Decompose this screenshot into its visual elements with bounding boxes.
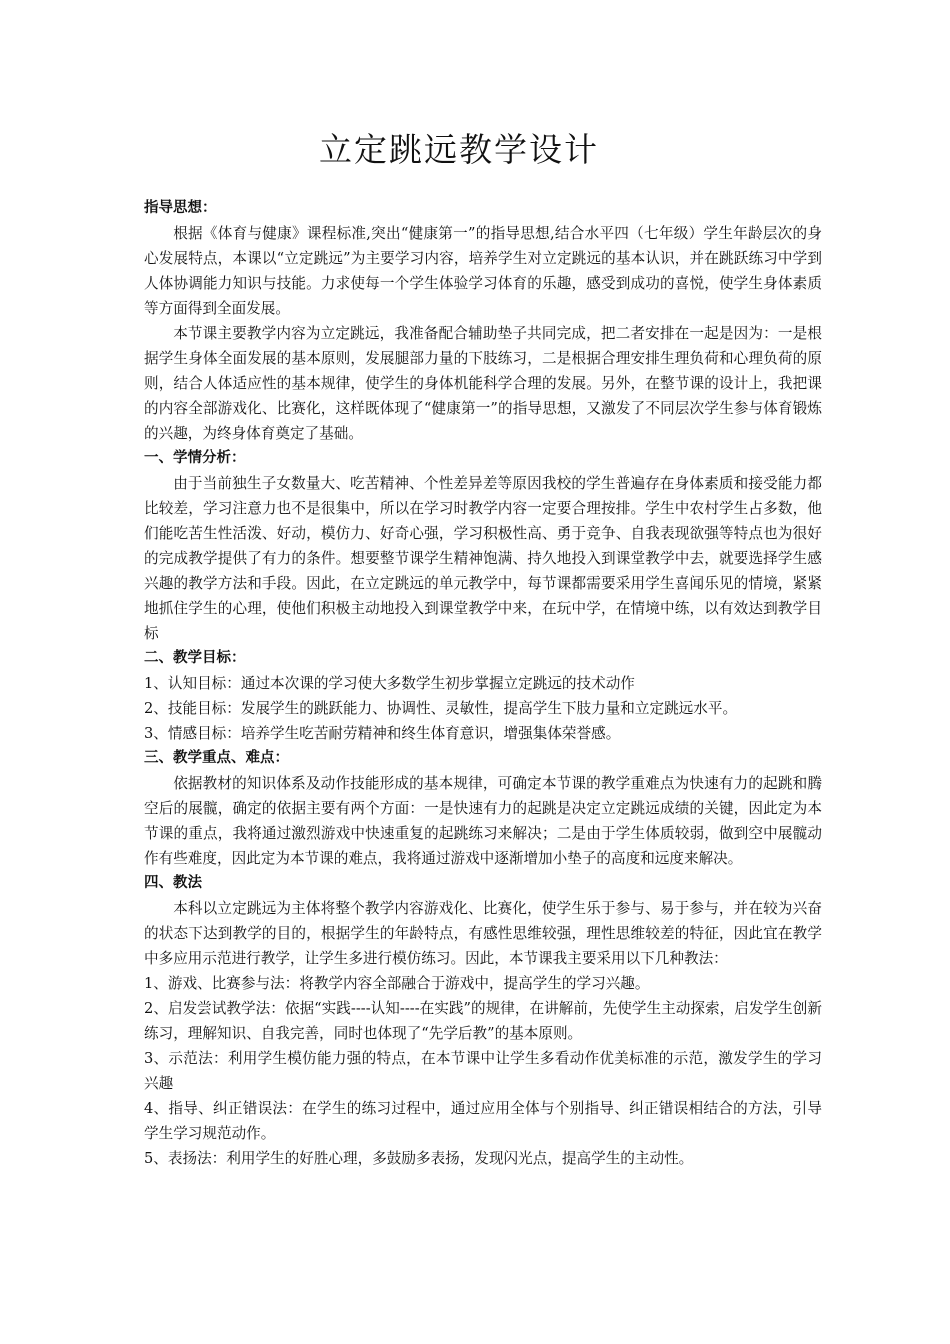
- methods-intro-paragraph: 本科以立定跳远为主体将整个教学内容游戏化、比赛化，使学生乐于参与、易于参与，并在较为兴奋的状态下达到教学的目的，根据学生的年龄特点，有感性思维较强，理性思维较差的特征，因此宜在教学中多应用示范进行教学，让学生多进行模仿练习。因此，本节课我主要采用以下几种教法：: [144, 900, 822, 967]
- guiding-paragraph-1: 根据《体育与健康》课程标准,突出“健康第一”的指导思想,结合水平四（七年级）学生年龄层次的身心发展特点，本课以“立定跳远”为主要学习内容，培养学生对立定跳远的基本认识，并在跳跃练习中学到人体协调能力知识与技能。力求使每一个学生体验学习体育的乐趣，感受到成功的喜悦，使学生身体素质等方面得到全面发展。: [144, 225, 822, 317]
- method-item-praise: 5、表扬法：利用学生的好胜心理，多鼓励多表扬，发现闪光点，提高学生的主动性。: [144, 1150, 694, 1167]
- section-heading-goals: 二、教学目标：: [144, 650, 246, 666]
- goal-item-skill: 2、技能目标：发展学生的跳跃能力、协调性、灵敏性，提高学生下肢力量和立定跳远水平。: [144, 700, 738, 717]
- guiding-paragraph-2: 本节课主要教学内容为立定跳远，我准备配合辅助垫子共同完成，把二者安排在一起是因为：一是根据学生身体全面发展的基本原则，发展腿部力量的下肢练习，二是根据合理安排生理负荷和心理负荷的原则，结合人体适应性的基本规律，使学生的身体机能科学合理的发展。另外，在整节课的设计上，我把课的内容全部游戏化、比赛化，这样既体现了“健康第一”的指导思想，又激发了不同层次学生参与体育锻炼的兴趣，为终身体育奠定了基础。: [144, 325, 822, 442]
- method-item-demo: 3、示范法：利用学生模仿能力强的特点，在本节课中让学生多看动作优美标准的示范，激发学生的学习兴趣: [144, 1050, 822, 1092]
- method-item-guide: 4、指导、纠正错误法：在学生的练习过程中，通过应用全体与个别指导、纠正错误相结合的方法，引导学生学习规范动作。: [144, 1100, 822, 1142]
- method-item-game: 1、游戏、比赛参与法：将教学内容全部融合于游戏中，提高学生的学习兴趣。: [144, 975, 650, 992]
- section-heading-keypoints: 三、教学重点、难点：: [144, 750, 289, 766]
- goal-item-cognitive: 1、认知目标：通过本次课的学习使大多数学生初步掌握立定跳远的技术动作: [144, 675, 635, 692]
- goal-item-emotion: 3、情感目标：培养学生吃苦耐劳精神和终生体育意识，增强集体荣誉感。: [144, 725, 621, 742]
- document-body: [144, 196, 822, 1171]
- section-heading-methods: 四、教法: [144, 875, 202, 891]
- keypoints-paragraph: 依据教材的知识体系及动作技能形成的基本规律，可确定本节课的教学重难点为快速有力的起跳和腾空后的展髋，确定的依据主要有两个方面：一是快速有力的起跳是决定立定跳远成绩的关键，因此定为本节课的重点，我将通过激烈游戏中快速重复的起跳练习来解决；二是由于学生体质较弱，做到空中展髋动作有些难度，因此定为本节课的难点，我将通过游戏中逐渐增加小垫子的高度和远度来解决。: [144, 775, 822, 867]
- method-item-inspire: 2、启发尝试教学法：依据“实践----认知----在实践”的规律，在讲解前，先使学生主动探索，启发学生创新练习，理解知识、自我完善，同时也体现了“先学后教”的基本原则。: [144, 1000, 822, 1042]
- document-title: 立定跳远教学设计: [319, 130, 599, 169]
- section-heading-guiding: 指导思想：: [144, 200, 217, 216]
- section-heading-analysis: 一、学情分析：: [144, 450, 246, 466]
- analysis-paragraph: 由于当前独生子女数量大、吃苦精神、个性差异差等原因我校的学生普遍存在身体素质和接受能力都比较差，学习注意力也不是很集中，所以在学习时教学内容一定要合理按排。学生中农村学生占多数，他们能吃苦生性活泼、好动，模仿力、好奇心强，学习积极性高、勇于竞争、自我表现欲强等特点也为很好的完成教学提供了有力的条件。想要整节课学生精神饱满、持久地投入到课堂教学中去，就要选择学生感兴趣的教学方法和手段。因此，在立定跳远的单元教学中，每节课都需要采用学生喜闻乐见的情境，紧紧地抓住学生的心理，使他们积极主动地投入到课堂教学中来，在玩中学，在情境中练，以有效达到教学目标: [144, 475, 822, 642]
